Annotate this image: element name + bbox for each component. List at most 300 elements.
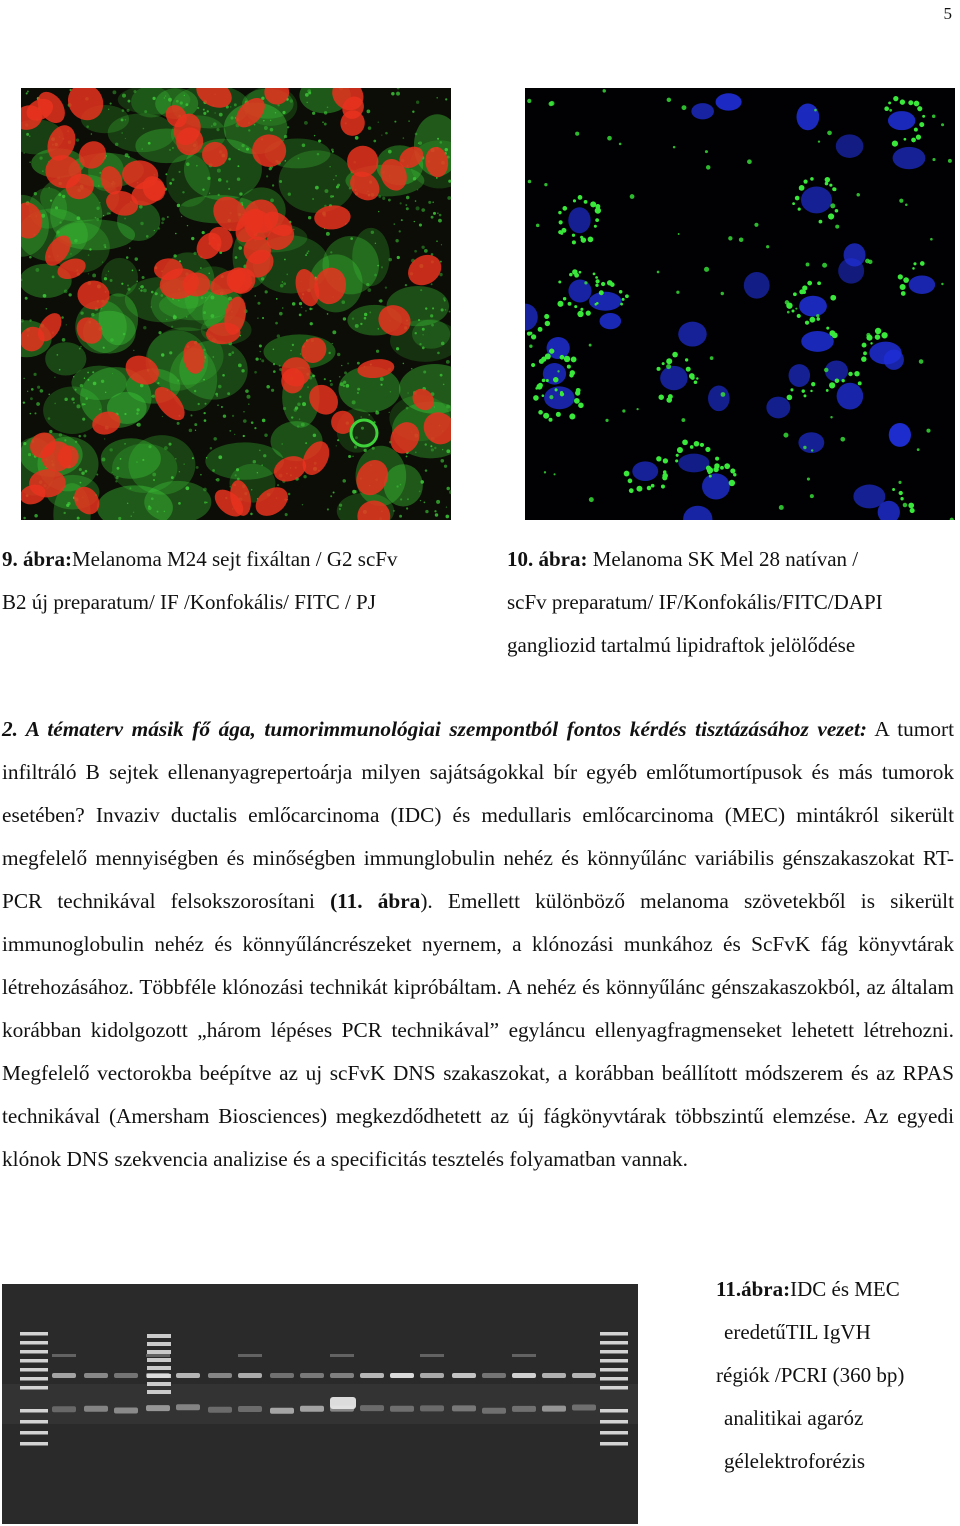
fitc-speckle [54,377,55,378]
fitc-speckle [108,271,109,272]
fitc-speckle [129,247,130,248]
lipid-raft-dot [610,282,615,287]
dapi-nucleus [568,207,590,233]
fitc-speckle [226,180,228,182]
fitc-speckle [310,322,313,325]
lipid-raft-dot [636,486,642,492]
fitc-speckle [290,350,291,351]
fitc-dot [787,311,790,314]
fitc-speckle [397,88,400,89]
dapi-nucleus [744,272,770,299]
lipid-raft-dot [835,378,840,383]
lipid-raft-dot [595,276,598,279]
body-paragraph [2,708,954,1181]
fitc-speckle [246,148,249,151]
fitc-speckle [260,358,262,360]
fitc-speckle [337,439,339,441]
fitc-speckle [377,265,379,267]
fitc-dot [554,473,556,475]
lipid-raft-dot [730,468,735,473]
fitc-dot [589,344,592,347]
gel-smear [2,1384,638,1424]
fitc-speckle [432,307,434,309]
fitc-speckle [339,376,341,378]
primer-band [300,1406,324,1412]
fitc-speckle [372,447,375,450]
fitc-speckle [168,443,171,446]
lipid-raft-dot [881,332,887,338]
ladder-band [600,1442,628,1446]
fitc-speckle [441,308,444,311]
fitc-speckle [421,246,424,249]
fitc-speckle [235,256,238,259]
fitc-speckle [245,389,249,393]
fitc-speckle [282,281,284,283]
fitc-speckle [425,469,427,471]
fitc-speckle [167,216,169,218]
lipid-raft-dot [825,182,829,186]
fitc-speckle [335,175,336,176]
lipid-raft-dot [577,311,583,317]
figure-9-confocal-image [21,88,451,520]
fitc-dot [575,132,579,136]
fitc-speckle [437,97,438,98]
lipid-raft-dot [567,365,571,369]
figure-11-gel-image [2,1284,638,1524]
lipid-raft-dot [656,456,661,461]
fitc-speckle [206,502,208,504]
lipid-raft-dot [662,362,665,365]
fitc-dot [607,136,612,141]
fitc-speckle [243,435,245,437]
fitc-speckle [326,232,330,236]
fitc-dot [779,505,784,510]
fitc-speckle [184,95,185,96]
fitc-speckle [343,317,346,320]
dapi-nucleus [708,386,730,412]
fitc-speckle [203,349,206,352]
fitc-speckle [442,449,443,450]
fitc-speckle [415,452,417,454]
fitc-speckle [357,392,359,394]
fitc-speckle [437,138,439,140]
dapi-nucleus [691,103,714,119]
dapi-nucleus [893,147,926,169]
dapi-nucleus [683,506,712,520]
fitc-speckle [420,480,424,484]
lipid-raft-dot [599,290,604,295]
fitc-speckle [195,430,196,431]
lipid-raft-dot [705,447,710,452]
lipid-raft-dot [898,274,903,279]
lipid-raft-dot [805,321,809,325]
sample-band [330,1354,354,1357]
lipid-raft-dot [560,355,565,360]
lipid-raft-dot [816,317,820,321]
fitc-dot [676,291,679,294]
fitc-speckle [110,448,113,451]
fitc-speckle [419,223,422,226]
ladder-band [20,1332,48,1336]
fitc-speckle [405,284,407,286]
fitc-dot [917,448,920,451]
lipid-raft-dot [569,273,573,277]
fitc-speckle [127,284,129,286]
fitc-speckle [406,455,408,457]
fitc-speckle [80,482,82,484]
lipid-raft-dot [875,328,881,334]
fitc-dot [806,263,810,267]
lipid-raft-dot [914,101,920,107]
lipid-raft-dot [832,332,838,338]
fitc-speckle [144,110,147,113]
fitc-speckle [168,98,172,102]
fitc-speckle [136,408,139,411]
sample-band [147,1374,171,1378]
fitc-speckle [92,371,94,373]
fitc-dot [811,449,813,451]
fitc-speckle [397,256,400,259]
fitc-speckle [265,290,268,293]
fitc-speckle [348,455,351,458]
fitc-speckle [336,445,337,446]
fitc-speckle [446,405,450,409]
fitc-speckle [43,294,47,298]
fitc-speckle [236,468,239,471]
lipid-raft-dot [572,269,578,275]
fitc-speckle [175,458,176,459]
fitc-speckle [253,460,256,463]
fitc-speckle [180,101,183,104]
fitc-dot [544,183,547,186]
fitc-speckle [275,322,278,325]
fitc-speckle [219,113,223,117]
fitc-speckle [96,218,99,221]
fitc-speckle [327,508,329,510]
fitc-speckle [190,414,192,416]
fitc-speckle [127,503,128,504]
lipid-raft-dot [787,395,793,401]
fitc-speckle [228,158,231,161]
fitc-speckle [27,391,28,392]
dapi-nucleus [544,386,575,409]
fitc-speckle [342,300,346,304]
fitc-speckle [407,392,408,393]
fitc-speckle [331,148,334,151]
lipid-raft-dot [542,394,545,397]
lipid-raft-dot [700,443,704,447]
fitc-speckle [254,427,256,429]
fitc-speckle [227,392,230,395]
fitc-speckle [23,517,26,520]
fitc-dot [827,131,832,136]
fitc-speckle [29,256,32,259]
fitc-speckle [262,419,266,423]
fitc-speckle [157,382,159,384]
fitc-speckle [152,473,156,477]
fitc-speckle [36,402,40,406]
fitc-speckle [191,237,194,240]
fitc-speckle [360,323,362,325]
lipid-raft-dot [724,463,730,469]
fitc-speckle [305,310,306,311]
sample-band [52,1354,76,1357]
fitc-speckle [50,199,52,201]
fitc-speckle [357,388,360,391]
fitc-speckle [200,267,202,269]
fitc-dot [747,159,752,164]
fitc-speckle [277,484,279,486]
fitc-speckle [272,184,274,186]
lipid-raft-dot [694,441,700,447]
fitc-speckle [436,500,440,504]
fitc-speckle [347,363,349,365]
sample-band [114,1373,138,1378]
lipid-raft-dot [803,179,807,183]
fitc-speckle [215,393,218,396]
fitc-speckle [141,285,144,288]
fitc-speckle [441,342,445,346]
fitc-speckle [172,178,175,181]
sample-band [572,1373,596,1378]
fitc-speckle [352,490,356,494]
fitc-speckle [375,411,379,415]
lipid-raft-dot [900,284,906,290]
ladder-band [20,1386,48,1390]
fitc-speckle [291,416,293,418]
fitc-speckle [419,490,421,492]
fitc-speckle [279,365,281,367]
fitc-speckle [280,284,284,288]
fitc-speckle [139,269,140,270]
fitc-speckle [367,110,371,114]
fitc-speckle [349,187,351,189]
fitc-speckle [86,125,89,128]
fitc-speckle [257,317,259,319]
fitc-speckle [431,324,434,327]
fitc-dot [898,481,901,484]
fitc-speckle [197,107,199,109]
fitc-speckle [105,274,106,275]
ladder-band [20,1442,48,1446]
fitc-speckle [425,443,427,445]
lipid-raft-dot [580,236,583,239]
fitc-dot [926,429,930,433]
fitc-dot [536,224,540,228]
lipid-raft-dot [799,185,805,191]
fitc-speckle [139,288,140,289]
lipid-raft-dot [574,398,580,404]
lipid-raft-dot [713,467,719,473]
lipid-raft-dot [690,445,694,449]
fitc-speckle [59,222,61,224]
lipid-raft-dot [892,488,895,491]
fitc-speckle [54,403,56,405]
fitc-speckle [434,406,436,408]
fitc-speckle [235,117,237,119]
fitc-speckle [330,380,332,382]
lipid-raft-dot [686,367,691,372]
fitc-speckle [388,150,392,154]
fitc-dot [754,223,758,227]
fitc-speckle [355,136,359,140]
fitc-speckle [203,412,205,414]
fitc-speckle [344,371,347,374]
fitc-speckle [64,289,68,293]
lipid-raft-dot [594,225,597,228]
fitc-speckle [207,177,210,180]
fitc-speckle [102,458,106,462]
fitc-speckle [98,185,100,187]
fitc-speckle [308,250,310,252]
fitc-dot [930,238,933,241]
fitc-speckle [235,474,237,476]
lipid-raft-dot [561,392,564,395]
fitc-speckle [412,110,414,112]
fitc-speckle [433,212,436,215]
fitc-speckle [299,418,300,419]
fitc-speckle [400,202,402,204]
lipid-raft-dot [790,388,793,391]
lipid-raft-dot [548,418,552,422]
fitc-speckle [133,350,134,351]
fitc-speckle [391,92,394,95]
fitc-speckle [443,384,445,386]
ladder-band [600,1359,628,1363]
fitc-speckle [312,112,315,115]
dapi-nucleus [796,103,819,130]
figure-10-caption-line2: scFv preparatum/ IF/Konfokális/FITC/DAPI [507,590,883,614]
dapi-nucleus [853,485,885,509]
fitc-speckle [406,196,410,200]
lipid-raft-dot [677,447,683,453]
fitc-dot [810,494,814,498]
fitc-speckle [259,450,261,452]
primer-band [208,1407,232,1413]
fitc-speckle [175,233,177,235]
lipid-raft-dot [595,218,599,222]
fitc-speckle [419,343,421,345]
fitc-speckle [37,386,40,389]
sample-band [147,1358,171,1362]
fitc-speckle [48,393,50,395]
fitc-speckle [27,90,29,92]
lipid-raft-dot [676,454,679,457]
fitc-dot [739,237,744,242]
fitc-speckle [73,402,75,404]
fitc-speckle [203,379,205,381]
primer-band [146,1405,170,1411]
fitc-speckle [241,369,244,372]
lipid-raft-dot [900,99,905,104]
fitc-speckle [116,476,119,479]
fitc-speckle [303,475,306,478]
primer-band [84,1406,108,1412]
lipid-raft-dot [682,439,688,445]
fitc-speckle [307,102,308,103]
fitc-speckle [343,385,345,387]
lipid-raft-dot [685,358,688,361]
lipid-raft-dot [553,377,558,382]
lipid-raft-dot [562,206,567,211]
fitc-dot [919,359,924,364]
fitc-speckle [385,287,387,289]
fitc-speckle [443,297,446,300]
fitc-speckle [446,360,450,364]
fitc-speckle [161,353,164,356]
fitc-speckle [26,92,28,94]
lipid-raft-dot [862,343,867,348]
fitc-speckle [140,222,143,225]
lipid-raft-dot [647,486,651,490]
fitc-dot [705,150,708,153]
figure-10-caption-line3: gangliozid tartalmú lipidraftok jelölődése [507,633,856,657]
fitc-speckle [203,488,207,492]
fitc-speckle [91,313,94,316]
fitc-dot [681,418,685,422]
lipid-raft-dot [576,388,581,393]
lipid-raft-dot [854,371,859,376]
lipid-raft-dot [595,279,599,283]
fitc-speckle [55,206,58,209]
dapi-nucleus [801,331,834,352]
fitc-speckle [80,384,83,387]
fitc-speckle [330,251,332,253]
lipid-raft-dot [848,372,852,376]
lipid-raft-dot [888,101,891,104]
fitc-speckle [447,196,451,200]
fitc-speckle [341,365,342,366]
fitc-speckle [350,237,353,240]
fitc-speckle [339,508,341,510]
fitc-dot [605,419,608,422]
fitc-dot [830,416,832,418]
fitc-speckle [35,268,39,272]
fitc-speckle [261,464,263,466]
fitc-speckle [117,467,120,470]
fitc-speckle [352,456,353,457]
fitc-speckle [424,249,428,253]
fitc-speckle [200,474,202,476]
fitc-speckle [88,273,89,274]
fitc-dot [795,308,797,310]
figure-9-caption-label: 9. ábra: [2,547,72,571]
fitc-speckle [171,326,173,328]
fitc-speckle [298,158,300,160]
fitc-speckle [401,219,403,221]
fitc-speckle [424,501,426,503]
fitc-speckle [420,500,421,501]
lipid-raft-dot [624,471,630,477]
fitc-speckle [390,391,391,392]
cell-cytoplasm [128,435,195,494]
fitc-speckle [207,110,209,112]
lipid-raft-dot [549,348,554,353]
fitc-speckle [137,423,141,427]
fitc-speckle [261,277,264,280]
primer-band [270,1408,294,1414]
fitc-speckle [295,406,298,409]
ladder-band [20,1341,48,1345]
fitc-speckle [61,316,64,319]
fitc-speckle [210,295,214,299]
fitc-speckle [444,465,447,468]
fitc-speckle [270,120,271,121]
fitc-speckle [270,128,274,132]
fitc-speckle [48,417,51,420]
fitc-speckle [28,453,31,456]
fitc-speckle [389,258,392,261]
